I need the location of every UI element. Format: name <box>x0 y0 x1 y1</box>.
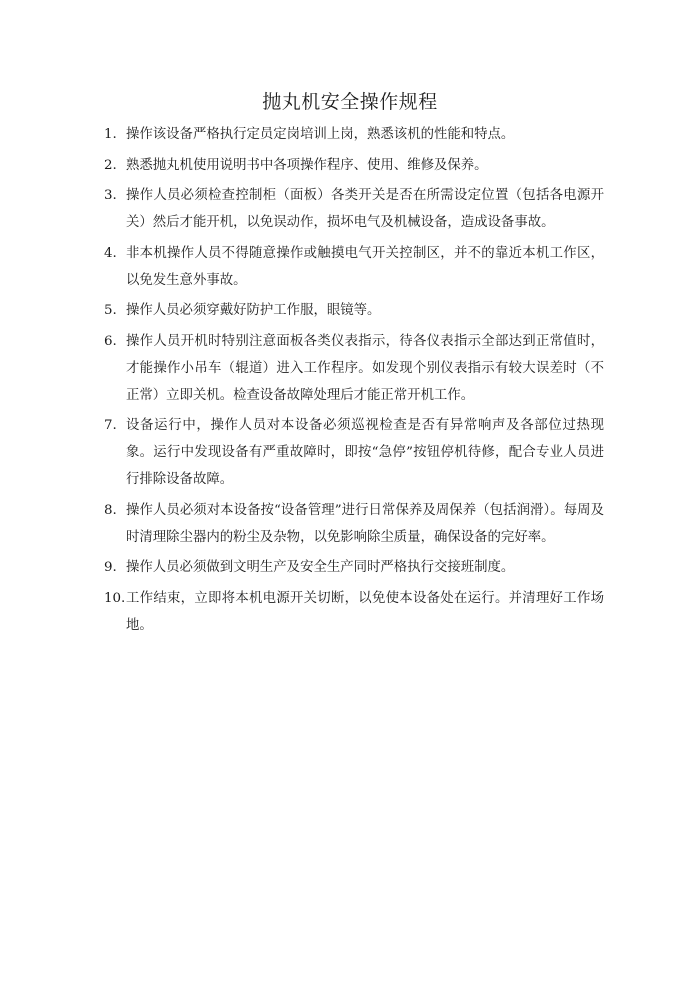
item-text: 非本机操作人员不得随意操作或触摸电气开关控制区，并不的靠近本机工作区，以免发生意外事故。 <box>126 245 604 288</box>
list-item <box>104 152 604 179</box>
list-item <box>104 240 604 294</box>
item-number: 3. <box>104 188 117 203</box>
item-number: 1. <box>104 127 117 142</box>
item-number: 9. <box>104 560 117 575</box>
item-text: 操作人员必须穿戴好防护工作服，眼镜等。 <box>126 303 381 318</box>
item-number: 6. <box>104 333 117 349</box>
item-text: 操作人员开机时特别注意面板各类仪表指示，待各仪表指示全部达到正常值时，才能操作小吊车（辊道）进入工作程序。如发现个别仪表指示有较大误差时（不正常）立即关机。检查设备故障处理后才能正常开机工作。 <box>126 333 604 403</box>
list-item <box>104 328 604 409</box>
item-number: 4. <box>104 245 117 261</box>
list-item <box>104 497 604 551</box>
list-item <box>104 182 604 236</box>
item-text: 设备运行中，操作人员对本设备必须巡视检查是否有异常响声及各部位过热现象。运行中发现设备有严重故障时，即按“急停”按钮停机待修，配合专业人员进行排除设备故障。 <box>126 418 604 487</box>
item-text: 操作人员必须做到文明生产及安全生产同时严格执行交接班制度。 <box>126 560 515 575</box>
rules-list <box>104 121 604 642</box>
document-title: 抛丸机安全操作规程 <box>262 91 438 113</box>
item-text: 熟悉抛丸机使用说明书中各项操作程序、使用、维修及保养。 <box>126 157 488 173</box>
item-number: 2. <box>104 157 117 173</box>
list-item <box>104 121 604 148</box>
item-text: 操作该设备严格执行定员定岗培训上岗，熟悉该机的性能和特点。 <box>126 127 515 142</box>
item-number: 8. <box>104 502 117 518</box>
item-number: 5. <box>104 303 117 318</box>
list-item <box>104 412 604 493</box>
list-item <box>104 554 604 581</box>
item-text: 操作人员必须检查控制柜（面板）各类开关是否在所需设定位置（包括各电源开关）然后才能开机，以免误动作，损坏电气及机械设备，造成设备事故。 <box>126 188 604 230</box>
item-text: 工作结束，立即将本机电源开关切断，以免使本设备处在运行。并清理好工作场地。 <box>126 590 604 633</box>
list-item <box>104 585 604 639</box>
item-number: 10. <box>104 590 126 606</box>
item-text: 操作人员必须对本设备按“设备管理”进行日常保养及周保养（包括润滑）。每周及时清理除尘器内的粉尘及杂物，以免影响除尘质量，确保设备的完好率。 <box>126 502 604 545</box>
item-number: 7. <box>104 418 117 433</box>
list-item <box>104 297 604 324</box>
